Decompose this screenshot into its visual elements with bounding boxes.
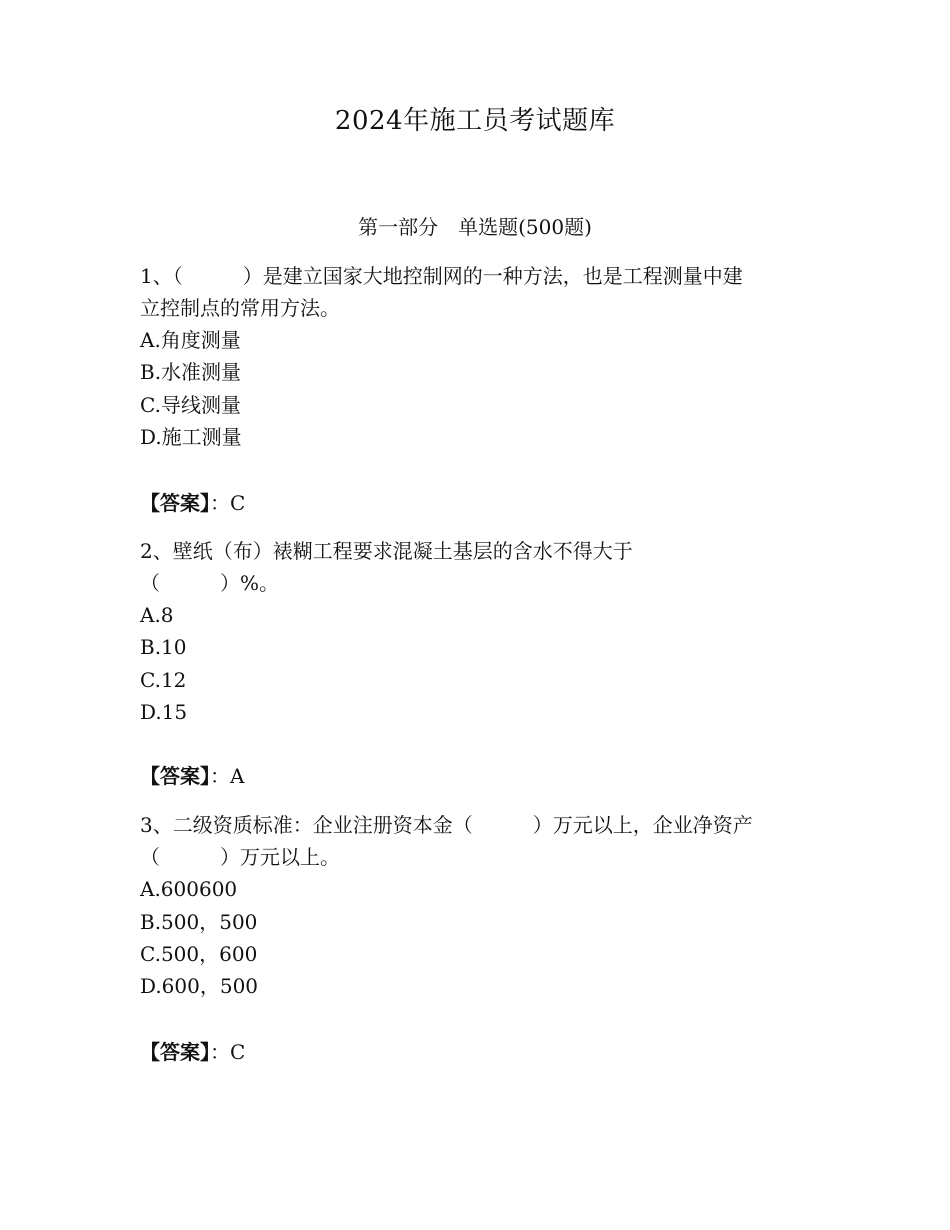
question-2-option-d: D.15	[140, 700, 188, 724]
question-2-option-b: B.10	[140, 635, 187, 659]
question-3-stem-line-1: 3、二级资质标准：企业注册资本金（ ）万元以上，企业净资产	[140, 813, 753, 837]
question-1-stem-line-2: 立控制点的常用方法。	[140, 296, 340, 320]
answer-label: 【答案】	[140, 1040, 210, 1064]
answer-value: ：A	[210, 764, 245, 788]
question-1-answer	[140, 489, 245, 517]
page-title: 2024年施工员考试题库	[334, 106, 616, 136]
question-1-option-c: C.导线测量	[140, 393, 241, 417]
question-1-option-b: B.水准测量	[140, 360, 242, 384]
question-3-answer	[140, 1038, 245, 1066]
question-2-option-a: A.8	[140, 603, 174, 627]
question-3-stem-line-2: （ ）万元以上。	[140, 845, 340, 869]
question-2-stem-line-2: （ ）%。	[140, 571, 280, 595]
answer-label: 【答案】	[140, 491, 210, 515]
answer-value: ：C	[210, 1040, 246, 1064]
question-2-answer	[140, 762, 244, 790]
question-3-option-c: C.500，600	[140, 942, 258, 966]
question-3-option-a: A.600600	[140, 877, 238, 901]
question-1-stem-line-1: 1、（ ）是建立国家大地控制网的一种方法，也是工程测量中建	[140, 264, 743, 288]
question-1-option-a: A.角度测量	[140, 328, 241, 352]
answer-value: ：C	[210, 491, 246, 515]
question-1-option-d: D.施工测量	[140, 425, 242, 449]
answer-label: 【答案】	[140, 764, 210, 788]
question-3-option-d: D.600，500	[140, 974, 259, 998]
question-2-option-c: C.12	[140, 668, 187, 692]
question-2-stem-line-1: 2、壁纸（布）裱糊工程要求混凝土基层的含水不得大于	[140, 539, 633, 563]
section-title: 第一部分 单选题(500题)	[358, 215, 592, 239]
question-3-option-b: B.500，500	[140, 910, 258, 934]
